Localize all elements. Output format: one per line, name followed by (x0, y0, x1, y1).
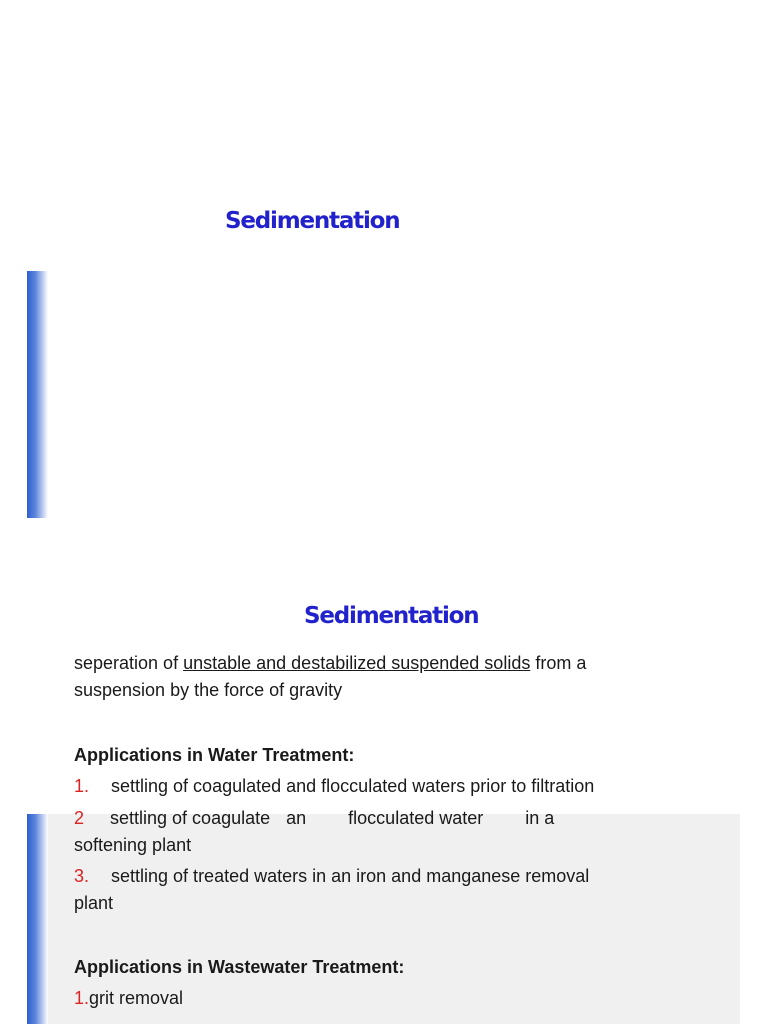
water-item-2-cont: softening plant (74, 835, 192, 855)
definition-prefix: seperation of (74, 653, 184, 673)
list-item-text: settling of treated waters in an iron and manganese removal (111, 866, 590, 886)
water-item-3 (74, 863, 589, 890)
list-item-text: grit removal (89, 988, 184, 1008)
wastewater-treatment-heading: Applications in Wastewater Treatment: (74, 957, 405, 977)
slide-2 (0, 576, 768, 1024)
list-item-text: an (286, 808, 307, 828)
list-number: 3. (74, 866, 90, 886)
water-item-2 (74, 805, 554, 832)
definition-underlined: unstable and destabilized suspended solids (183, 653, 531, 673)
list-number: 1. (74, 776, 90, 796)
definition-line-2: suspension by the force of gravity (74, 680, 343, 700)
water-item-1 (74, 773, 594, 800)
list-number: 2 (74, 808, 85, 828)
list-item-text: flocculated water (348, 808, 484, 828)
wastewater-item-1 (74, 985, 183, 1012)
slide-accent-bar (27, 814, 48, 1024)
list-item-text: settling of coagulate (110, 808, 271, 828)
definition-line-1 (74, 650, 586, 677)
slide-title: Sedimentation (304, 603, 479, 629)
list-item-text: settling of coagulated and flocculated waters prior to filtration (111, 776, 595, 796)
slide-accent-bar (27, 271, 48, 518)
list-number: 1. (74, 988, 90, 1008)
water-item-3-cont: plant (74, 893, 114, 913)
list-item-text: in a (525, 808, 555, 828)
slide-title: Sedimentation (225, 208, 400, 234)
water-treatment-heading: Applications in Water Treatment: (74, 745, 355, 765)
definition-suffix: from a (530, 653, 587, 673)
